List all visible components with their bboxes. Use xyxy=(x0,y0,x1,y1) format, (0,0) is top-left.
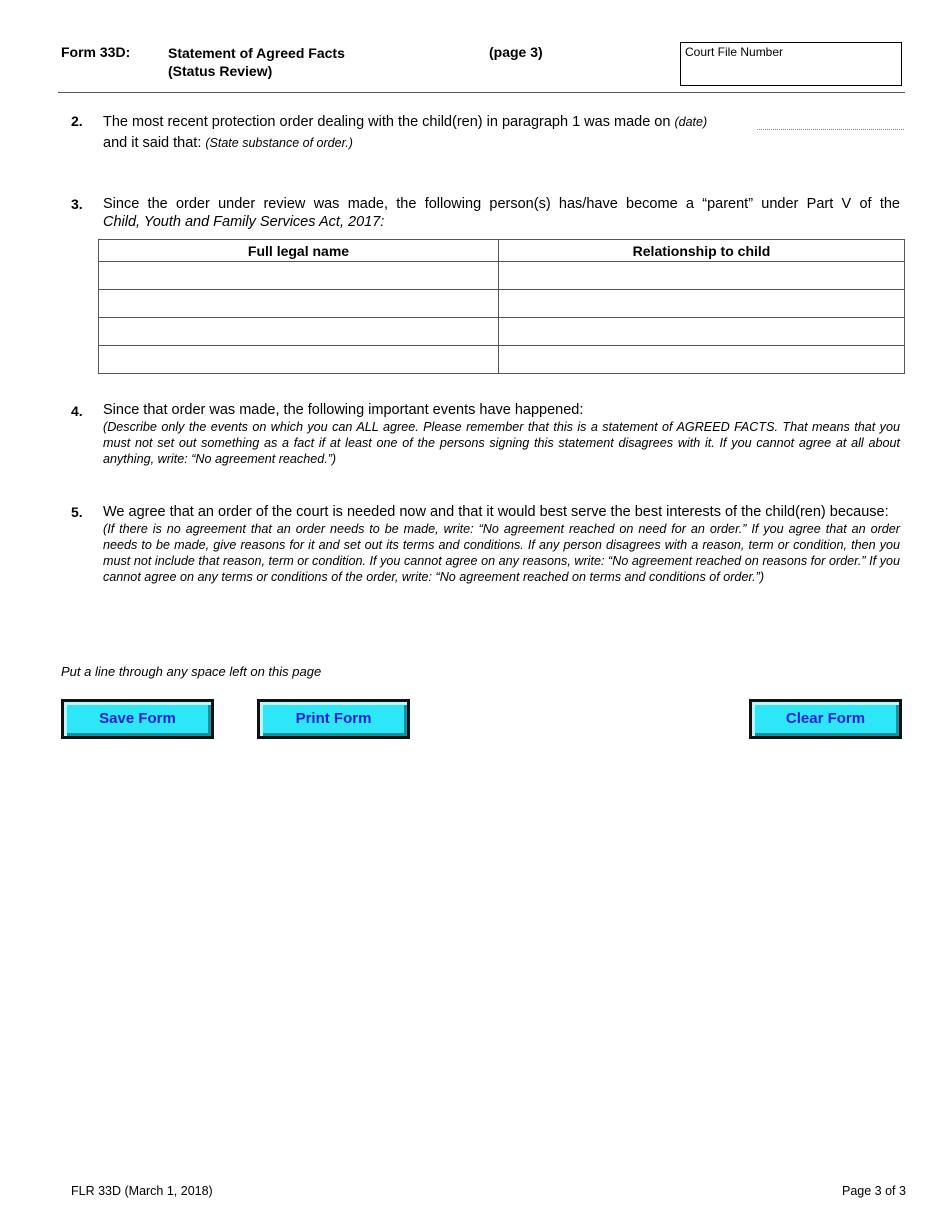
para2-line2: and it said that: xyxy=(103,135,202,151)
para3-number: 3. xyxy=(71,196,83,212)
form-title-line1: Statement of Agreed Facts xyxy=(168,45,345,61)
para4-text xyxy=(103,402,900,467)
table-row xyxy=(99,318,905,346)
table-row xyxy=(99,262,905,290)
parents-table xyxy=(98,239,905,374)
table-row xyxy=(99,290,905,318)
page-indicator: (page 3) xyxy=(489,44,543,60)
full-legal-name-cell[interactable] xyxy=(99,318,499,346)
clear-form-button[interactable]: Clear Form xyxy=(749,699,902,739)
para2-date-hint: (date) xyxy=(674,115,708,129)
para4-sentence: Since that order was made, the following important events have happened: xyxy=(103,402,584,418)
print-form-button[interactable]: Print Form xyxy=(257,699,410,739)
form-number: Form 33D: xyxy=(61,44,131,60)
para5-sentence: We agree that an order of the court is needed now and that it would best serve the best interests of the child(ren) because: xyxy=(103,504,889,520)
line-through-note: Put a line through any space left on this page xyxy=(61,664,322,679)
table-row xyxy=(99,346,905,374)
para2-substance-hint: (State substance of order.) xyxy=(205,136,353,150)
para2-text xyxy=(103,112,903,154)
para5-number: 5. xyxy=(71,504,83,520)
order-date-field[interactable] xyxy=(757,129,904,130)
para3-text xyxy=(103,195,900,231)
court-file-number-label: Court File Number xyxy=(685,45,784,59)
para3-sentence: Since the order under review was made, the following person(s) has/have become a “parent” under Part V of the xyxy=(103,196,900,212)
full-legal-name-cell[interactable] xyxy=(99,262,499,290)
relationship-cell[interactable] xyxy=(499,318,905,346)
full-legal-name-cell[interactable] xyxy=(99,290,499,318)
page-count-footer: Page 3 of 3 xyxy=(842,1184,906,1198)
column-header-full-legal-name: Full legal name xyxy=(99,240,499,262)
relationship-cell[interactable] xyxy=(499,262,905,290)
para2-number: 2. xyxy=(71,113,83,129)
para5-instruction: (If there is no agreement that an order needs to be made, write: “No agreement reached on need for an order.” If you agree that an order needs to be made, give reasons for it and set out its terms and conditions. If any person disagrees with a reason, term or condition, then you must not include that reason, term or condition. If you cannot agree on any reasons, write: “No agreement reached on reasons for order.” If you cannot agree on any terms or conditions of the order, write: “No agreement reached on terms and conditions of order.”) xyxy=(103,522,900,584)
form-title xyxy=(168,44,345,80)
para4-instruction: (Describe only the events on which you can ALL agree. Please remember that this is a statement of AGREED FACTS. That means that you must not set out something as a fact if at least one of the persons signing this statement disagrees with it. If you cannot agree at all about anything, write: “No agreement reached.”) xyxy=(103,420,900,466)
para4-number: 4. xyxy=(71,403,83,419)
form-version-footer: FLR 33D (March 1, 2018) xyxy=(71,1184,213,1198)
column-header-relationship: Relationship to child xyxy=(499,240,905,262)
relationship-cell[interactable] xyxy=(499,346,905,374)
para2-sentence: The most recent protection order dealing with the child(ren) in paragraph 1 was made on xyxy=(103,114,671,130)
court-file-number-field[interactable] xyxy=(680,42,902,86)
form-title-line2: (Status Review) xyxy=(168,63,273,79)
full-legal-name-cell[interactable] xyxy=(99,346,499,374)
save-form-button[interactable]: Save Form xyxy=(61,699,214,739)
relationship-cell[interactable] xyxy=(499,290,905,318)
para3-act-name: Child, Youth and Family Services Act, 2017: xyxy=(103,214,385,230)
para5-text xyxy=(103,503,900,585)
header-divider xyxy=(58,92,905,93)
